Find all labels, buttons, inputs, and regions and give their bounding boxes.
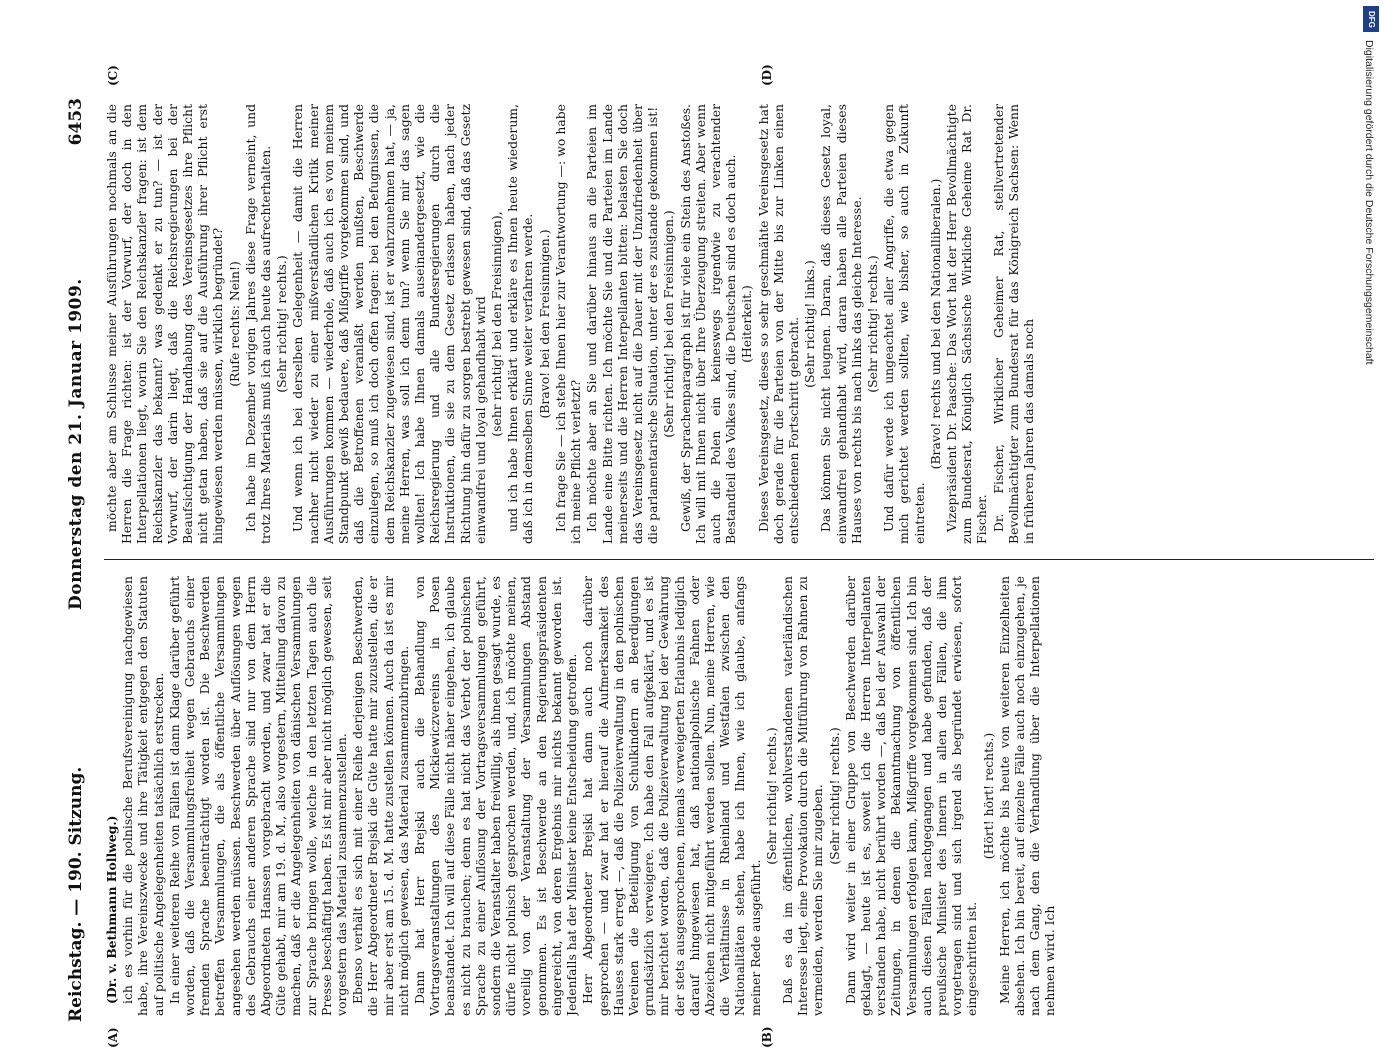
paragraph: Ebenso verhält es sich mit einer Reihe derjenigen Beschwerden, die Herr Abgeordneter Brejski die Güte hatte mir zuzustellen, die er mir aber erst am 15. d. M. hatte zustellen können. Auch da ist es mir nicht möglich gewesen, das Material zusammenzubringen. xyxy=(350,576,411,1016)
left-text-column xyxy=(104,576,1374,1016)
rotated-page xyxy=(60,90,1383,1030)
margin-mark-a: (A) xyxy=(106,1027,120,1048)
paragraph: Ich habe im Dezember vorigen Jahres diese Frage verneint, und trotz Ihres Materials muß ich auch heute das aufrechterhalten. xyxy=(243,104,273,544)
paragraph: Dr. Fischer, Wirklicher Geheimer Rat, stellvertretender Bevollmächtigter zum Bundesrat für das Königreich Sachsen: Wenn in früheren Jahren das damals noch xyxy=(991,104,1037,544)
header-page-number: 6453 xyxy=(66,98,86,145)
paragraph: Ich frage Sie — ich stehe Ihnen hier zur Verantwortung —: wo habe ich meine Pflicht verletzt? xyxy=(553,104,583,544)
margin-mark-c: (C) xyxy=(106,65,120,86)
interjection: (Sehr richtig! rechts.) xyxy=(274,104,289,544)
interjection: (Sehr richtig! rechts.) xyxy=(827,576,842,1016)
interjection: (Bravo! rechts und bei den Nationalliberalen.) xyxy=(928,104,943,544)
paragraph: ich es vorhin für die polnische Berufsvereinigung nachgewiesen habe, ihre Vereinszwecke und ihre Tätigkeit entgegen den Statuten auf politische Angelegenheiten tatsächlich erstrecken. xyxy=(120,576,166,1016)
right-text-column xyxy=(104,104,1374,544)
paragraph: Dann hat Herr Brejski auch die Behandlung von Vortragsveranstaltungen des Mickiewiczvereins in Posen beanstandet. Ich will auf diese Fälle nicht näher eingehen, ich glaube es nicht zu brauchen; denn es hat nicht das Verbot der polnischen Sprache zu einer Auflösung der Vortragsversammlungen geführt, sondern die Veranstalter haben freiwillig, als ihnen gesagt wurde, es dürfe nicht polnisch gesprochen werden, und, ich möchte meinen, voreilig von der Veranstaltung der Versammlungen Abstand genommen. Es ist Beschwerde an den Regierungspräsidenten eingereicht, von deren Ergebnis mir nichts bekannt geworden ist. Jedenfalls hat der Minister keine Entscheidung getroffen. xyxy=(412,576,579,1016)
header-date: Donnerstag den 21. Januar 1909. xyxy=(66,278,86,610)
dfg-logo: DFG xyxy=(1363,6,1379,32)
paragraph: Herr Abgeordneter Brejski hat dann auch noch darüber gesprochen — und zwar hat er hierauf die Aufmerksamkeit des Hauses stark erregt —, daß die Polizeiverwaltung in den polnischen Vereinen die Beteiligung von Schulkindern an Beerdigungen grundsätzlich verweigere. Ich habe den Fall aufgeklärt, und es ist mir berichtet worden, daß die Polizeiverwaltung bei der Gewährung der stets ausgesprochenen, niemals verweigerten Erlaubnis lediglich darauf hingewiesen hat, daß nationalpolnische Fahnen oder Abzeichen nicht mitgeführt werden sollen. Nun, meine Herren, wie die Verhältnisse in Rheinland und Westfalen zwischen den Nationalitäten stehen, habe ich Ihnen, wie ich glaube, anfangs meiner Rede ausgeführt. xyxy=(580,576,762,1016)
paragraph: Daß es da im öffentlichen, wohlverstandenen vaterländischen Interesse liegt, eine Provokation durch die Mitführung von Fahnen zu vermeiden, werden Sie mir zugeben. xyxy=(780,576,826,1016)
interjection: (Sehr richtig! bei den Freisinnigen.) xyxy=(661,104,676,544)
paragraph: Und dafür werde ich ungeachtet aller Angriffe, die etwa gegen mich gerichtet werden sollten, wie bisher, so auch in Zukunft eintreten. xyxy=(881,104,927,544)
interjection: (Sehr richtig! links.) xyxy=(802,104,817,544)
header-session: Reichstag. — 190. Sitzung. xyxy=(66,767,86,1022)
digitization-note: Digitalisierung gefördert durch die Deutsche Forschungsgemeinschaft xyxy=(1363,40,1375,365)
margin-mark-b: (B) xyxy=(760,1027,774,1048)
paragraph: In einer weiteren Reihe von Fällen ist dann Klage darüber geführt worden, daß die Versammlungsfreiheit wegen Gebrauchs einer fremden Sprache beeinträchtigt worden ist. Die Beschwerden betreffen Versammlungen, die als öffentliche Versammlungen angesehen werden müssen. Beschwerden über Auflösungen wegen des Gebrauchs einer anderen Sprache sind nur von dem Herrn Abgeordneten Hanssen vorgebracht worden, und zwar hat er die Güte gehabt, mir am 19. d. M., also vorgestern, Mitteilung davon zu machen, daß er die Angelegenheiten von dänischen Versammlungen zur Sprache bringen wolle, welche in den letzten Tagen auch die Presse beschäftigt haben. Es ist mir aber nicht möglich gewesen, seit vorgestern das Material zusammenzustellen. xyxy=(167,576,349,1016)
paragraph: Gewiß, der Sprachenparagraph ist für viele ein Stein des Anstoßes. Ich will mit Ihnen nicht über Ihre Überzeugung streiten. Aber wenn auch die Polen ein keineswegs irgendwie zu verachtender Bestandteil des Volkes sind, die Deutschen sind es doch auch. xyxy=(678,104,739,544)
column-divider xyxy=(104,559,1374,560)
interjection: (Bravo! bei den Freisinnigen.) xyxy=(537,104,552,544)
interjection: (Hört! hört! rechts.) xyxy=(981,576,996,1016)
interjection: (Sehr richtig! rechts.) xyxy=(764,576,779,1016)
paragraph: (Dr. v. Bethmann Hollweg.) xyxy=(104,576,119,1016)
paragraph: Meine Herren, ich möchte bis heute von weiteren Einzelheiten absehen. Ich bin bereit, auf einzelne Fälle auch noch einzugehen, je nach dem Gang, den die Verhandlung über die Interpellationen nehmen wird. Ich xyxy=(997,576,1058,1016)
interjection: (Sehr richtig! rechts.) xyxy=(865,104,880,544)
margin-mark-d: (D) xyxy=(760,64,774,86)
paragraph: Das können Sie nicht leugnen. Daran, daß dieses Gesetz loyal, einwandfrei gehandhabt wird, daran haben alle Parteien dieses Hauses von rechts bis nach links das gleiche Interesse. xyxy=(818,104,864,544)
paragraph: Dann wird weiter in einer Gruppe von Beschwerden darüber geklagt, — heute ist es, soweit ich die Herren Interpellanten verstanden habe, nicht berührt worden —, daß bei der Auswahl der Zeitungen, in denen die Bekanntmachung von öffentlichen Versammlungen erfolgen kann, Mißgriffe vorgekommen sind. Ich bin auch diesen Fällen nachgegangen und habe gefunden, daß der preußische Minister des Innern in allen den Fällen, die ihm vorgetragen sind und sich irgend als begründet erwiesen, sofort eingeschritten ist. xyxy=(843,576,980,1016)
paragraph: Vizepräsident Dr. Paasche: Das Wort hat der Herr Bevollmächtigte zum Bundesrat, Königlich Sächsische Wirkliche Geheime Rat Dr. Fischer. xyxy=(944,104,990,544)
paragraph: Und wenn ich bei derselben Gelegenheit — damit die Herren nachher nicht wieder zu einer mißverständlichen Kritik meiner Ausführungen kommen — wiederhole, daß auch ich es von meinem Standpunkt gewiß bedauere, daß Mißgriffe vorgekommen sind, und daß die Betroffenen veranlaßt werden mußten, Beschwerde einzulegen, so muß ich doch offen fragen: bei den Befugnissen, die dem Reichskanzler zugewiesen sind, ist er wahrzunehmen hat, — ja, meine Herren, was soll ich denn tun? wenn Sie mir das sagen wollten! Ich habe Ihnen damals auseinandergesetzt, wie die Reichsregierung und alle Bundesregierungen durch die Instruktionen, die sie zu dem Gesetz erlassen haben, nach jeder Richtung hin dafür zu sorgen bestrebt gewesen sind, daß das Gesetz einwandfrei und loyal gehandhabt wird xyxy=(290,104,488,544)
paragraph: möchte aber am Schlusse meiner Ausführungen nochmals an die Herren die Frage richten: ist der Vorwurf, der doch in den Interpellationen liegt, worin Sie den Reichskanzler fragen: ist dem Reichskanzler das bekannt? was gedenkt er zu tun? — ist der Vorwurf, der darin liegt, daß die Reichsregierungen bei der Beaufsichtigung der Handhabung des Vereinsgesetzes ihre Pflicht nicht getan haben, daß sie auf die Ausführung ihrer Pflicht erst hingewiesen werden müssen, wirklich begründet? xyxy=(104,104,226,544)
paragraph: und ich habe Ihnen erklärt und erkläre es Ihnen heute wiederum, daß ich in demselben Sinne weiter verfahren werde. xyxy=(505,104,535,544)
page-header xyxy=(60,90,100,1030)
paragraph: Ich möchte aber an Sie und darüber hinaus an die Parteien im Lande eine Bitte richten. Ich möchte Sie und die Parteien im Lande meinerseits und die Herren Interpellanten bitten: belasten Sie doch das Vereinsgesetz nicht auf die Dauer mit der Unzufriedenheit über die parlamentarische Situation, unter der es zustande gekommen ist! xyxy=(584,104,660,544)
interjection: (Heiterkeit.) xyxy=(739,104,754,544)
interjection: (Rufe rechts: Nein!) xyxy=(227,104,242,544)
interjection: (sehr richtig! bei den Freisinnigen), xyxy=(489,104,504,544)
paragraph: Dieses Vereinsgesetz, dieses so sehr geschmähte Vereinsgesetz hat doch gerade für die Parteien von der Mitte bis zur Linken einen entschiedenen Fortschritt gebracht. xyxy=(756,104,802,544)
